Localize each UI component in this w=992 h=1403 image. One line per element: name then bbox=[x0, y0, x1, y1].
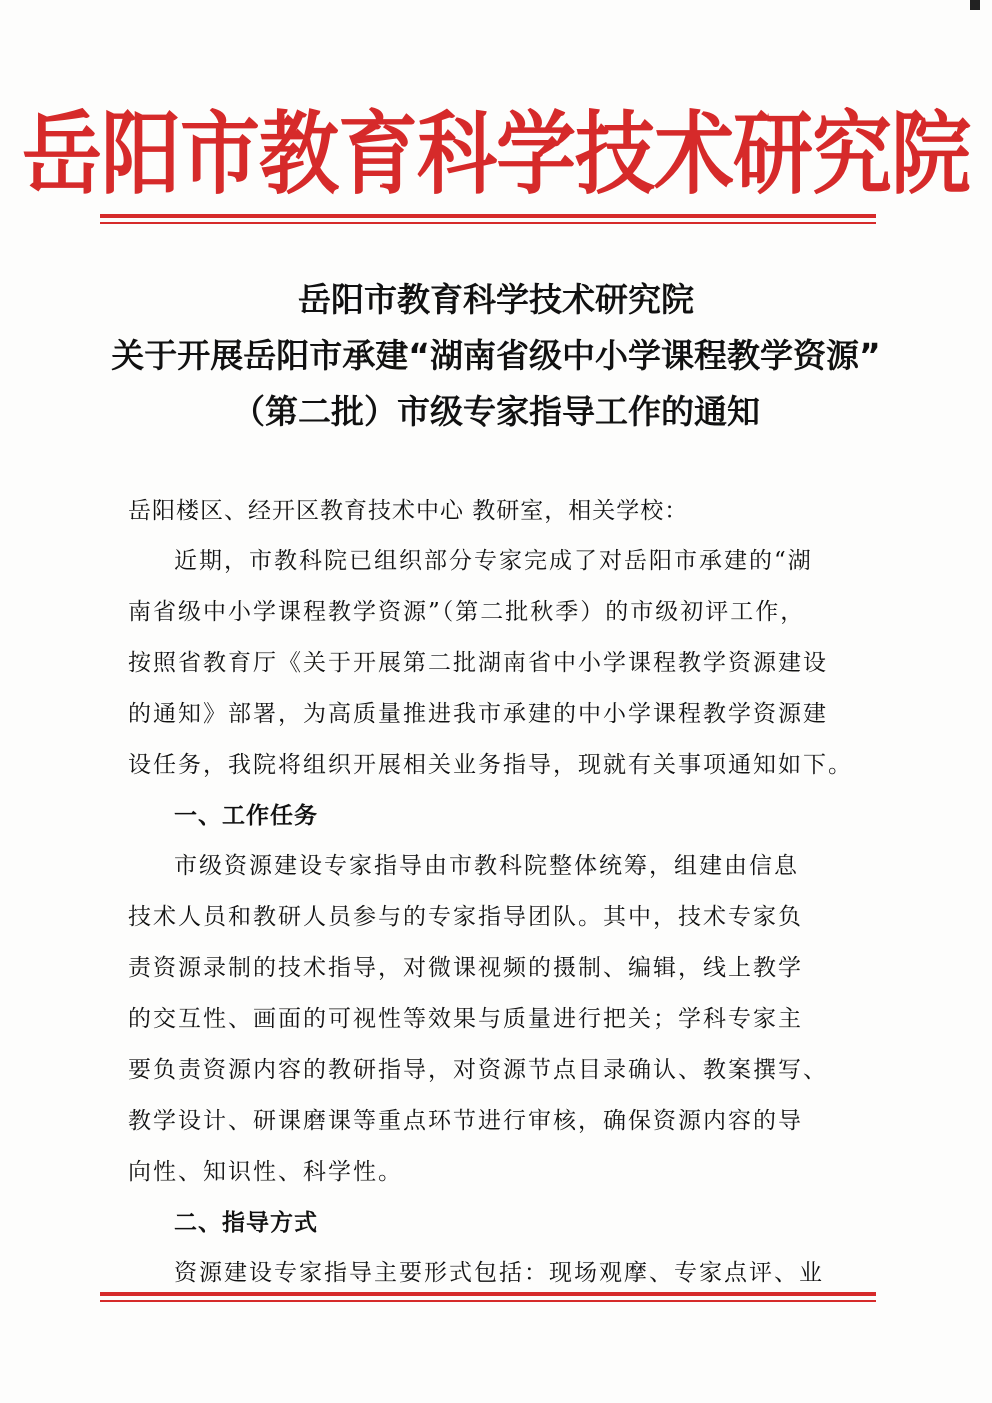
title-line-2: 关于开展岳阳市承建“湖南省级中小学课程教学资源” bbox=[111, 336, 881, 375]
tasks-line: 的交互性、画面的可视性等效果与质量进行把关；学科专家主 bbox=[128, 1006, 803, 1032]
tasks-line: 责资源录制的技术指导，对微课视频的摄制、编辑，线上教学 bbox=[128, 955, 803, 981]
tasks-line: 要负责资源内容的教研指导，对资源节点目录确认、教案撰写、 bbox=[128, 1057, 828, 1083]
intro-line: 设任务，我院将组织开展相关业务指导，现就有关事项通知如下。 bbox=[128, 752, 853, 778]
tasks-line: 教学设计、研课磨课等重点环节进行审核，确保资源内容的导 bbox=[128, 1108, 803, 1134]
methods-line: 资源建设专家指导主要形式包括：现场观摩、专家点评、业 bbox=[174, 1260, 824, 1286]
notice-body bbox=[128, 486, 858, 1299]
letterhead-rule-thin bbox=[100, 222, 876, 224]
tasks-line: 向性、知识性、科学性。 bbox=[128, 1159, 403, 1185]
intro-line: 的通知》部署，为高质量推进我市承建的中小学课程教学资源建 bbox=[128, 701, 828, 727]
notice-title bbox=[90, 272, 902, 440]
scan-corner-mark bbox=[970, 0, 980, 10]
title-line-3: （第二批）市级专家指导工作的通知 bbox=[232, 392, 760, 431]
footer-rule-thin bbox=[100, 1300, 876, 1302]
section-heading-methods: 二、指导方式 bbox=[174, 1210, 318, 1236]
intro-line: 近期，市教科院已组织部分专家完成了对岳阳市承建的“湖 bbox=[174, 548, 813, 574]
section-heading-tasks: 一、工作任务 bbox=[174, 803, 318, 829]
tasks-line: 市级资源建设专家指导由市教科院整体统筹，组建由信息 bbox=[174, 853, 799, 879]
intro-line: 按照省教育厅《关于开展第二批湖南省中小学课程教学资源建设 bbox=[128, 650, 828, 676]
tasks-line: 技术人员和教研人员参与的专家指导团队。其中，技术专家负 bbox=[128, 904, 803, 930]
intro-paragraph bbox=[128, 536, 858, 791]
tasks-paragraph bbox=[128, 841, 858, 1198]
title-line-1: 岳阳市教育科学技术研究院 bbox=[298, 280, 694, 319]
letterhead-rule-thick bbox=[100, 214, 876, 218]
footer-rule-thick bbox=[100, 1292, 876, 1296]
letterhead-title: 岳阳市教育科学技术研究院 bbox=[22, 100, 970, 207]
salutation: 岳阳楼区、经开区教育技术中心 教研室，相关学校： bbox=[128, 498, 689, 524]
intro-line: 南省级中小学课程教学资源”（第二批秋季）的市级初评工作， bbox=[128, 599, 806, 625]
